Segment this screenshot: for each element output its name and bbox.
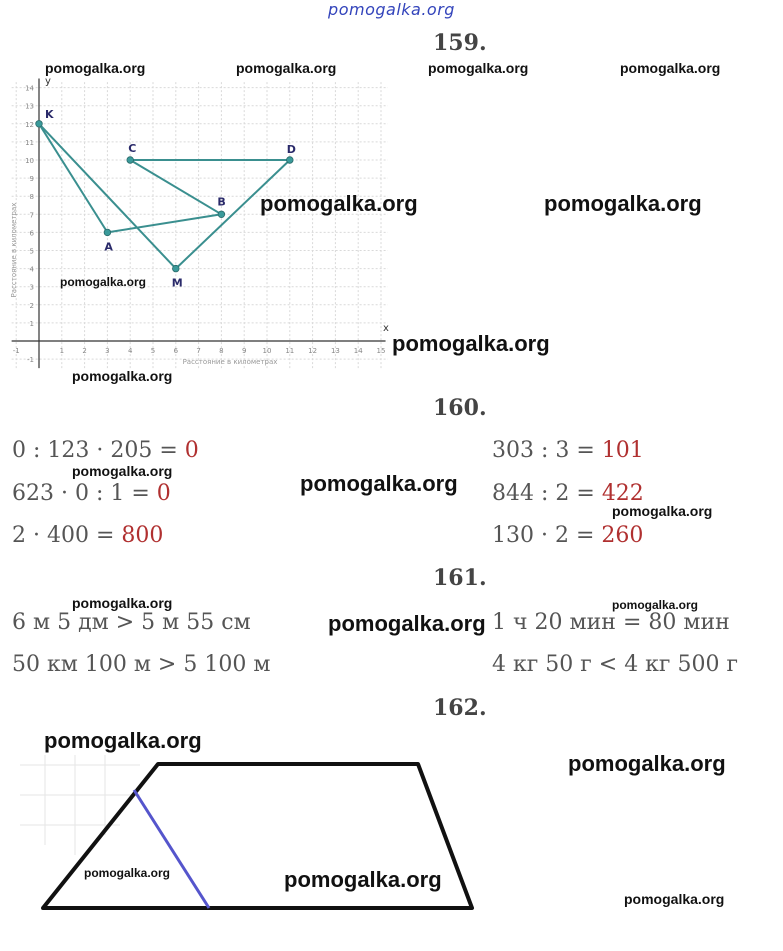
trapezoid-figure [0,745,500,925]
watermark: pomogalka.org [300,471,458,496]
task-number-160: 160. [433,395,487,421]
x-tick-label: 11 [285,347,295,355]
task-number-159: 159. [433,30,487,56]
graph-grid [12,82,388,368]
graph-points [36,108,296,290]
y-tick-label: 12 [25,120,34,129]
y-tick-label: 5 [29,247,34,256]
x-tick-label: 5 [150,347,156,355]
watermark: pomogalka.org [612,503,713,519]
point-B [218,211,225,218]
compare-161-3: 1 ч 20 мин = 80 мин [492,610,730,635]
point-label-C: C [128,142,137,155]
watermark: pomogalka.org [236,60,337,76]
expr-160-4: 303 : 3 = 101 [492,438,644,463]
watermark: pomogalka.org [72,595,173,611]
x-tick-label: 4 [127,347,133,355]
x-tick-label: 3 [105,347,110,355]
y-tick-label: 1 [29,319,34,328]
y-tick-label: 2 [29,301,34,310]
x-axis-caption: Расстояние в километрах [182,358,278,366]
point-D [287,157,294,164]
expr-160-6: 130 · 2 = 260 [492,523,644,548]
x-tick-label: 9 [241,347,247,355]
x-tick-label: -1 [12,347,20,355]
y-tick-label: 6 [29,229,34,238]
watermark: pomogalka.org [284,867,442,892]
watermark: pomogalka.org [392,331,550,356]
expr-160-5: 844 : 2 = 422 [492,481,644,506]
y-tick-label: 14 [25,84,34,93]
watermark: pomogalka.org [620,60,721,76]
x-tick-label: 15 [376,347,386,355]
faint-grid [20,755,140,855]
point-label-K: K [45,107,54,121]
watermark: pomogalka.org [44,728,202,753]
y-axis-label: y [45,76,51,87]
task-number-161: 161. [433,565,487,591]
watermark: pomogalka.org [84,866,171,880]
watermark: pomogalka.org [328,611,486,636]
compare-161-2: 50 км 100 м > 5 100 м [12,652,271,677]
x-tick-label: 14 [353,347,363,355]
x-tick-label: 10 [262,347,272,355]
watermark: pomogalka.org [72,463,173,479]
x-axis-label: x [383,323,389,334]
compare-161-1: 6 м 5 дм > 5 м 55 см [12,610,251,635]
y-tick-label: 7 [29,211,34,220]
y-tick-label: 3 [29,283,34,292]
watermark: pomogalka.org [428,60,529,76]
y-tick-label: 13 [25,102,34,111]
watermark: pomogalka.org [60,275,147,289]
point-A [104,229,111,236]
x-tick-label: 7 [196,347,201,355]
watermark: pomogalka.org [612,598,699,612]
y-tick-label: 11 [25,138,34,147]
x-tick-label: 8 [219,347,224,355]
point-C [127,157,134,164]
coordinate-graph [0,60,400,380]
y-tick-label: 8 [29,193,34,202]
y-tick-label: -1 [27,356,34,365]
y-tick-label: 10 [25,157,34,165]
x-tick-label: 6 [173,347,179,355]
watermark: pomogalka.org [568,751,726,776]
y-axis-caption: Расстояние в километрах [10,202,18,298]
x-tick-label: 13 [330,347,340,355]
watermark: pomogalka.org [72,368,173,384]
x-tick-label: 1 [59,347,65,355]
compare-161-4: 4 кг 50 г < 4 кг 500 г [492,652,738,677]
task-number-162: 162. [433,695,487,721]
expr-160-3: 2 · 400 = 800 [12,523,164,548]
point-label-D: D [286,143,296,156]
watermark: pomogalka.org [624,891,725,907]
watermark: pomogalka.org [45,60,146,76]
expr-160-2: 623 · 0 : 1 = 0 [12,481,171,506]
point-K [36,121,43,128]
watermark: pomogalka.org [544,191,702,216]
point-label-A: A [104,240,113,254]
segment-AB [107,214,221,232]
watermark: pomogalka.org [260,191,418,216]
x-tick-label: 2 [82,347,87,355]
site-watermark-top: pomogalka.org [328,0,455,19]
y-tick-label: 9 [29,175,34,184]
expr-160-1: 0 : 123 · 205 = 0 [12,438,199,463]
point-label-M: M [171,276,183,290]
y-tick-label: 4 [29,265,34,274]
point-M [173,265,180,272]
point-label-B: B [217,195,226,209]
x-tick-label: 12 [308,347,318,355]
cut-line [134,790,209,908]
